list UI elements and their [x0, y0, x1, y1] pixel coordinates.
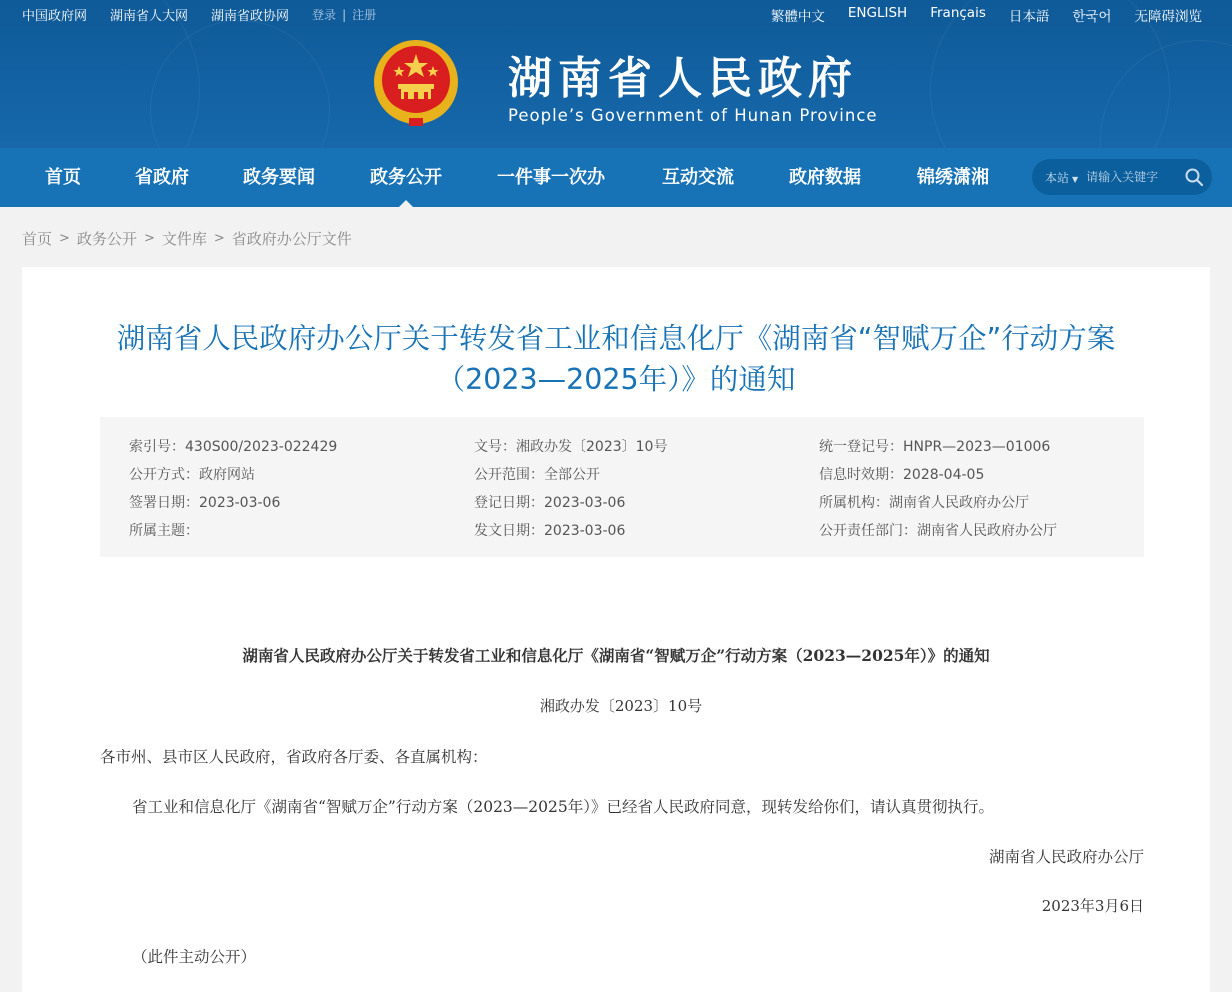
meta-registration-number: [819, 436, 1050, 456]
meta-value: HNPR—2023—01006: [903, 439, 1051, 455]
search-input[interactable]: [1086, 170, 1182, 184]
site-subtitle: People’s Government of Hunan Province: [508, 106, 878, 125]
document-paragraph: 省工业和信息化厅《湖南省“智赋万企”行动方案（2023—2025年）》已经省人民政府同意，现转发给你们，请认真贯彻执行。: [132, 798, 994, 816]
meta-label: 公开范围：: [474, 467, 544, 483]
lang-japanese[interactable]: 日本語: [1008, 9, 1050, 25]
document-salutation: 各市州、县市区人民政府，省政府各厅委、各直属机构：: [100, 748, 488, 766]
meta-value: 430S00/2023-022429: [185, 439, 338, 455]
auth-links: [312, 6, 376, 23]
search-icon[interactable]: [1184, 167, 1204, 187]
meta-value: 2023-03-06: [544, 495, 626, 511]
meta-index-number: [129, 436, 337, 456]
language-links: [748, 5, 1202, 25]
document-number: 湘政办发〔2023〕10号: [539, 697, 703, 715]
top-links-left: [22, 5, 376, 24]
meta-registration-date: [474, 492, 625, 512]
meta-value: 湖南省人民政府办公厅: [889, 495, 1029, 511]
nav-home[interactable]: 首页: [45, 167, 81, 188]
meta-value: 全部公开: [544, 467, 600, 483]
site-title: 湖南省人民政府: [508, 53, 858, 104]
meta-value: 政府网站: [199, 467, 255, 483]
meta-label: 统一登记号：: [819, 439, 903, 455]
meta-label: 文号：: [474, 439, 516, 455]
nav-government-news[interactable]: 政务要闻: [243, 167, 315, 188]
nav-government-affairs-disclosure[interactable]: 政务公开: [370, 148, 442, 207]
link-hunan-npc[interactable]: 湖南省人大网: [110, 9, 189, 24]
meta-signing-date: [129, 492, 280, 512]
document-title: 湖南省人民政府办公厅关于转发省工业和信息化厅《湖南省“智赋万企”行动方案（2023—2025年）》的通知: [242, 646, 990, 665]
meta-label: 所属机构：: [819, 495, 889, 511]
meta-label: 公开方式：: [129, 467, 199, 483]
meta-validity-period: [819, 464, 984, 484]
breadcrumb-home[interactable]: 首页: [22, 230, 53, 248]
breadcrumb-separator: >: [213, 231, 225, 246]
meta-value: 2023-03-06: [199, 495, 281, 511]
meta-label: 发文日期：: [474, 523, 544, 539]
link-hunan-cppcc[interactable]: 湖南省政协网: [211, 9, 290, 24]
meta-label: 签署日期：: [129, 495, 199, 511]
document-meta-table: [100, 417, 1144, 557]
register-link[interactable]: 注册: [352, 8, 377, 22]
document-date: 2023年3月6日: [1041, 897, 1144, 915]
article-title: 湖南省人民政府办公厅关于转发省工业和信息化厅《湖南省“智赋万企”行动方案（2023—2025年）》的通知: [116, 322, 1116, 396]
nav-government-data[interactable]: 政府数据: [789, 167, 861, 188]
nav-interaction[interactable]: 互动交流: [662, 167, 734, 188]
lang-english[interactable]: ENGLISH: [847, 5, 908, 21]
meta-responsible-department: [819, 520, 1057, 540]
meta-label: 所属主题：: [129, 523, 199, 539]
breadcrumb-office-documents[interactable]: 省政府办公厅文件: [231, 230, 352, 248]
meta-issue-date: [474, 520, 625, 540]
breadcrumb-government-affairs[interactable]: 政务公开: [76, 230, 137, 248]
nav-one-thing-once[interactable]: 一件事一次办: [497, 167, 605, 188]
nav-splendid-xiaoxiang[interactable]: 锦绣潇湘: [917, 167, 989, 188]
meta-value: 湖南省人民政府办公厅: [917, 523, 1057, 539]
lang-french[interactable]: Français: [930, 5, 986, 21]
meta-value: 湘政办发〔2023〕10号: [516, 439, 668, 455]
meta-document-number: [474, 436, 667, 456]
breadcrumb: [22, 228, 352, 249]
breadcrumb-separator: >: [143, 231, 155, 246]
search-scope-label: 本站: [1045, 170, 1070, 185]
top-bar: [0, 0, 1232, 28]
meta-label: 信息时效期：: [819, 467, 903, 483]
auth-separator: |: [342, 8, 347, 22]
lang-traditional-chinese[interactable]: 繁體中文: [770, 9, 825, 25]
meta-label: 公开责任部门：: [819, 523, 917, 539]
search-box: [1032, 159, 1212, 195]
meta-label: 登记日期：: [474, 495, 544, 511]
meta-disclosure-scope: [474, 464, 600, 484]
meta-affiliated-agency: [819, 492, 1029, 512]
search-scope-dropdown[interactable]: [1045, 169, 1078, 186]
meta-value: 2023-03-06: [544, 523, 626, 539]
breadcrumb-separator: >: [59, 231, 70, 246]
accessibility-link[interactable]: 无障碍浏览: [1134, 9, 1202, 25]
meta-disclosure-method: [129, 464, 255, 484]
meta-label: 索引号：: [129, 439, 185, 455]
caret-down-icon: ▼: [1072, 174, 1079, 184]
document-signature: 湖南省人民政府办公厅: [988, 848, 1144, 866]
meta-subject: [129, 520, 199, 540]
national-emblem-icon[interactable]: [371, 36, 461, 132]
site-header: [0, 0, 1232, 148]
login-link[interactable]: 登录: [312, 8, 337, 22]
meta-value: 2028-04-05: [903, 467, 985, 483]
link-gov-cn[interactable]: 中国政府网: [22, 9, 88, 24]
document-disclosure-note: （此件主动公开）: [132, 948, 257, 966]
article-panel: [22, 267, 1210, 992]
breadcrumb-document-library[interactable]: 文件库: [161, 230, 207, 248]
nav-provincial-government[interactable]: 省政府: [135, 167, 189, 188]
lang-korean[interactable]: 한국어: [1072, 9, 1112, 25]
